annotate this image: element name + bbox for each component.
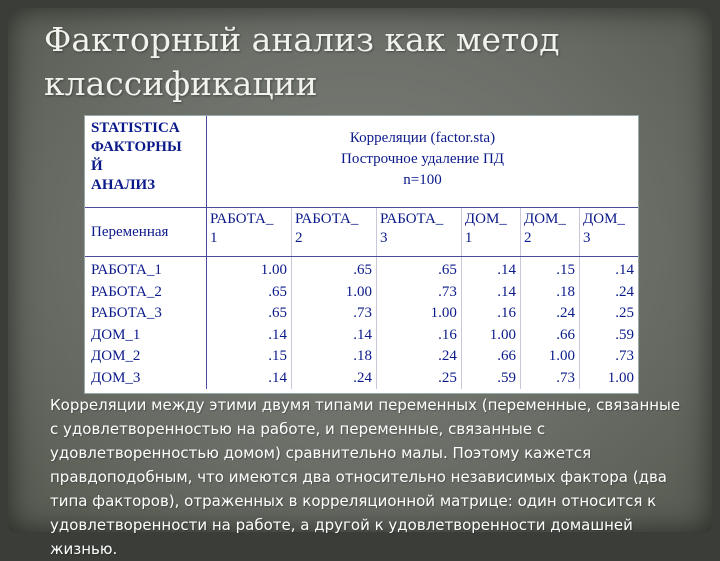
- corner-line-4: АНАЛИЗ: [91, 177, 156, 193]
- table-row: [85, 346, 638, 368]
- table-cell: .65: [207, 303, 292, 325]
- column-header-name: ДОМ_: [464, 211, 507, 227]
- table-cell: .25: [615, 305, 634, 321]
- table-cell: .25: [376, 368, 461, 390]
- table-cell: .14: [461, 282, 520, 304]
- table-cell: .18: [291, 346, 376, 368]
- table-cell: .73: [615, 348, 634, 364]
- column-header-index: 2: [523, 230, 532, 246]
- table-cell: .14: [207, 325, 292, 347]
- table-cell: .59: [461, 368, 520, 390]
- column-header-index: 2: [294, 230, 303, 246]
- table-cell: .15: [207, 346, 292, 368]
- table-cell: .14: [615, 262, 634, 278]
- table-cell: 1.00: [291, 282, 376, 304]
- table-title-line-1: Корреляции (factor.sta): [349, 130, 496, 146]
- table-row: [85, 282, 638, 304]
- column-header-name: РАБОТА_: [379, 211, 444, 227]
- table-cell: .24: [376, 346, 461, 368]
- table-cell: .65: [207, 282, 292, 304]
- column-header-index: 1: [464, 230, 473, 246]
- table-cell: .24: [615, 283, 634, 300]
- table-cell: .59: [615, 326, 634, 343]
- column-header: [207, 208, 292, 257]
- table-cell: .16: [376, 325, 461, 347]
- column-header: [461, 208, 520, 257]
- table-title-line-2: Построчное удаление ПД: [340, 151, 505, 167]
- row-label: РАБОТА_2: [85, 282, 207, 304]
- row-label: РАБОТА_3: [85, 303, 207, 325]
- table-cell: 1.00: [520, 346, 579, 368]
- variable-column-header: Переменная: [85, 208, 207, 257]
- slide-body-text: Корреляции между этими двумя типами переменных (переменные, связанные с удовлетворенностью на работе, и переменные, связанные с удовлетворенностью домом) сравнительно малы. Поэтому кажется правдоподобным, что имеются два относительно независимых фактора (два типа факторов), отраженных в корреляционной матрице: один относится к удовлетворенности на работе, а другой к удовлетворенности домашней жизнью.: [50, 396, 681, 558]
- table-cell: .65: [291, 257, 376, 282]
- table-row: [85, 368, 638, 390]
- table-cell: .24: [291, 368, 376, 390]
- table-cell: .24: [520, 303, 579, 325]
- statistica-corner-label: [85, 116, 207, 208]
- table-cell: .66: [520, 325, 579, 347]
- column-header-index: 3: [379, 230, 388, 246]
- column-header-row: [85, 208, 638, 257]
- row-label: ДОМ_2: [85, 346, 207, 368]
- column-header: [376, 208, 461, 257]
- column-header: [580, 208, 638, 257]
- column-header-index: 1: [210, 230, 218, 246]
- table-row: [85, 257, 638, 282]
- correlation-table: [85, 116, 638, 389]
- table-cell: .73: [520, 368, 579, 390]
- table-cell: .18: [520, 282, 579, 304]
- column-header: [291, 208, 376, 257]
- table-cell: 1.00: [607, 369, 634, 386]
- column-header: [520, 208, 579, 257]
- table-cell: 1.00: [207, 257, 292, 282]
- row-label: ДОМ_3: [85, 368, 207, 390]
- table-title: [207, 116, 639, 208]
- column-header-name: ДОМ_: [523, 211, 566, 227]
- table-cell: .14: [291, 325, 376, 347]
- table-cell: .15: [520, 257, 579, 282]
- corner-line-3: Й: [91, 158, 103, 174]
- table-cell: 1.00: [376, 303, 461, 325]
- table-cell: 1.00: [461, 325, 520, 347]
- table-cell: .14: [207, 368, 292, 390]
- column-header-name: РАБОТА_: [294, 211, 359, 227]
- table-cell: .16: [461, 303, 520, 325]
- slide-title-line-1: Факторный анализ как метод: [44, 20, 560, 59]
- row-label: ДОМ_1: [85, 325, 207, 347]
- corner-line-1: STATISTICA: [91, 120, 180, 136]
- table-cell: .73: [376, 282, 461, 304]
- corner-line-2: ФАКТОРНЫ: [91, 139, 182, 155]
- table-header-row: [85, 116, 638, 208]
- slide-title: [44, 18, 684, 106]
- table-cell: .65: [376, 257, 461, 282]
- column-header-name: РАБОТА_: [210, 211, 274, 227]
- table-row: [85, 325, 638, 347]
- table-cell: .66: [461, 346, 520, 368]
- table-title-line-3: n=100: [403, 172, 442, 188]
- correlation-table-panel: [84, 115, 639, 394]
- row-label: РАБОТА_1: [85, 257, 207, 282]
- table-cell: .73: [291, 303, 376, 325]
- column-header-index: 3: [583, 230, 591, 246]
- column-header-name: ДОМ_: [583, 211, 625, 227]
- table-row: [85, 303, 638, 325]
- slide-title-line-2: классификации: [44, 64, 318, 103]
- table-cell: .14: [461, 257, 520, 282]
